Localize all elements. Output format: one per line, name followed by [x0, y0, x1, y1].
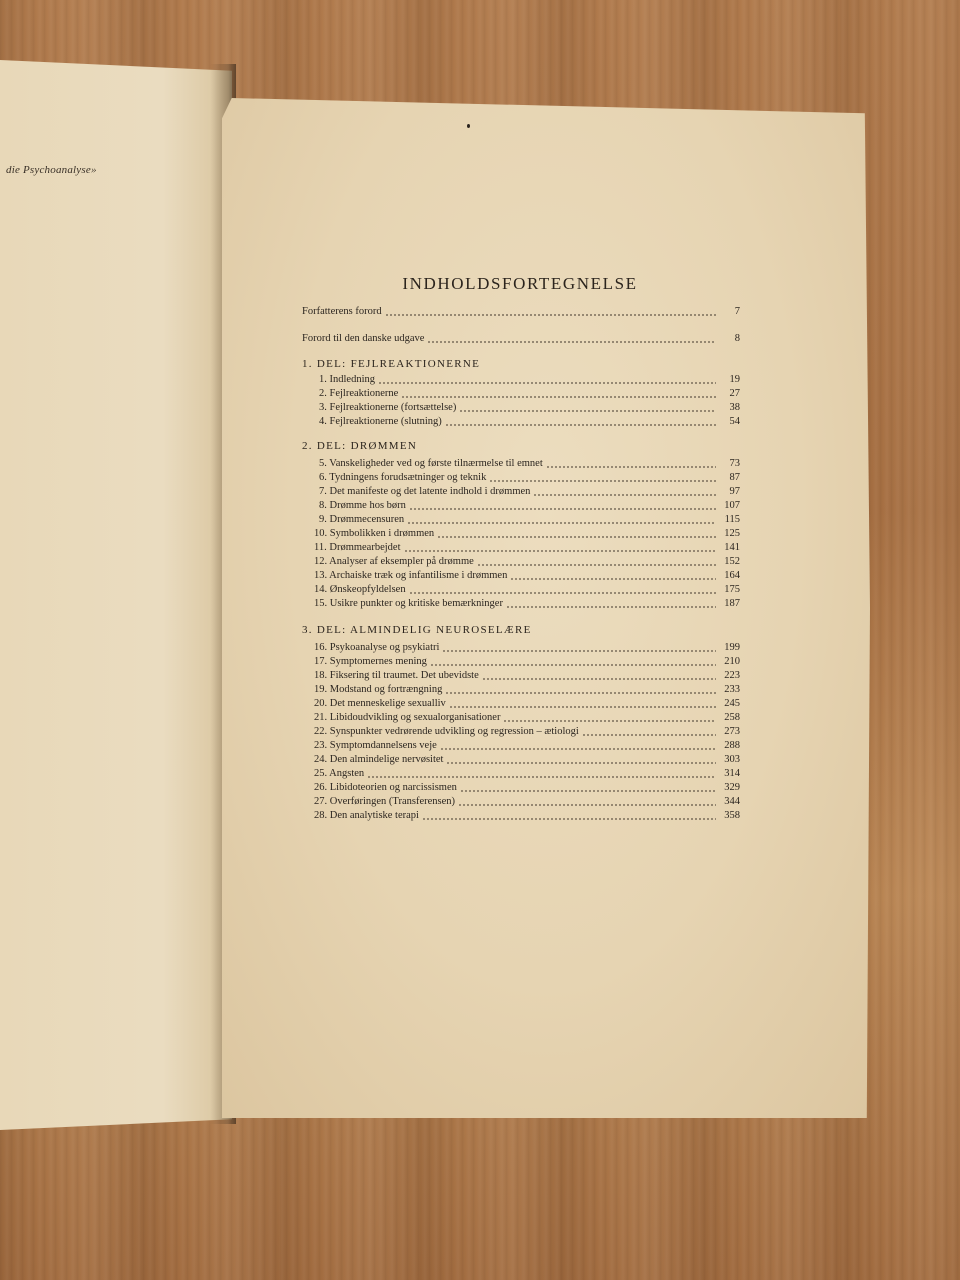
page-mark [467, 124, 470, 128]
dot-leader [440, 748, 716, 750]
toc-entry [302, 470, 740, 484]
toc-entry [302, 512, 740, 526]
left-page-running-head: die Psychoanalyse» [6, 164, 97, 176]
toc-title: INDHOLDSFORTEGNELSE [402, 274, 638, 293]
dot-leader [503, 720, 716, 722]
toc-entry [302, 372, 740, 386]
toc-entry-label: 21. Libidoudvikling og sexualorganisationer [314, 712, 501, 723]
toc-entry [302, 304, 740, 318]
dot-leader [409, 508, 716, 510]
toc-entry-page: 97 [729, 486, 740, 497]
dot-leader [482, 678, 716, 680]
toc-entry [302, 331, 740, 345]
toc-part-heading: 3. DEL: ALMINDELIG NEUROSELÆRE [302, 624, 532, 636]
toc-entry-page: 141 [724, 542, 740, 553]
toc-entry-label: 5. Vanskeligheder ved og første tilnærmelse til emnet [319, 458, 543, 469]
toc-entry-page: 258 [724, 712, 740, 723]
toc-entry [302, 554, 740, 568]
toc-entry-page: 245 [724, 698, 740, 709]
dot-leader [506, 606, 716, 608]
dot-leader [401, 396, 716, 398]
toc-entry [302, 766, 740, 780]
toc-entry [302, 738, 740, 752]
toc-entry-page: 223 [724, 670, 740, 681]
toc-entry-label: 3. Fejlreaktionerne (fortsættelse) [319, 402, 457, 413]
toc-entry-label: 6. Tydningens forudsætninger og teknik [319, 472, 487, 483]
toc-entry-page: 19 [729, 374, 740, 385]
toc-entry-page: 27 [729, 388, 740, 399]
toc-entry-label: Forord til den danske udgave [302, 333, 425, 344]
dot-leader [582, 734, 716, 736]
toc-entry-page: 164 [724, 570, 740, 581]
toc-entry-page: 54 [729, 416, 740, 427]
toc-entry [302, 540, 740, 554]
toc-entry-label: 22. Synspunkter vedrørende udvikling og regression – ætiologi [314, 726, 579, 737]
toc-entry-page: 273 [724, 726, 740, 737]
toc-entry-page: 210 [724, 656, 740, 667]
toc-entry [302, 582, 740, 596]
toc-entry [302, 710, 740, 724]
toc-entry-label: 25. Angsten [314, 768, 365, 779]
dot-leader [378, 382, 716, 384]
toc-entry-label: 24. Den almindelige nervøsitet [314, 754, 444, 765]
toc-entry [302, 808, 740, 822]
toc-entry [302, 400, 740, 414]
toc-entry-page: 73 [729, 458, 740, 469]
toc-part-heading: 1. DEL: FEJLREAKTIONERNE [302, 358, 481, 370]
toc-entry [302, 780, 740, 794]
dot-leader [409, 592, 716, 594]
toc-entry-page: 329 [724, 782, 740, 793]
dot-leader [430, 664, 716, 666]
toc-entry [302, 682, 740, 696]
toc-entry-label: 8. Drømme hos børn [319, 500, 406, 511]
toc-entry-label: 10. Symbolikken i drømmen [314, 528, 435, 539]
toc-entry-page: 115 [724, 514, 740, 525]
dot-leader [546, 466, 716, 468]
toc-entry-page: 107 [724, 500, 740, 511]
dot-leader [445, 424, 716, 426]
toc-entry-label: 4. Fejlreaktionerne (slutning) [319, 416, 442, 427]
toc-entry-page: 125 [724, 528, 740, 539]
toc-entry-label: 16. Psykoanalyse og psykiatri [314, 642, 440, 653]
toc-entry-label: 23. Symptomdannelsens veje [314, 740, 437, 751]
toc-entry-label: 28. Den analytiske terapi [314, 810, 419, 821]
dot-leader [367, 776, 716, 778]
toc-entry-page: 175 [724, 584, 740, 595]
toc-entry-page: 87 [729, 472, 740, 483]
toc-entry-label: 11. Drømmearbejdet [314, 542, 401, 553]
dot-leader [385, 314, 716, 316]
toc-part-heading: 2. DEL: DRØMMEN [302, 440, 418, 452]
toc-entry [302, 386, 740, 400]
toc-entry-page: 233 [724, 684, 740, 695]
dot-leader [437, 536, 716, 538]
toc-entry-label: 14. Ønskeopfyldelsen [314, 584, 406, 595]
dot-leader [460, 790, 716, 792]
toc-entry-label: 15. Usikre punkter og kritiske bemærkninger [314, 598, 503, 609]
dot-leader [427, 341, 716, 343]
dot-leader [404, 550, 717, 552]
toc-entry-label: 1. Indledning [319, 374, 375, 385]
dot-leader [533, 494, 716, 496]
toc-entry [302, 568, 740, 582]
toc-entry-label: 13. Archaiske træk og infantilisme i drømmen [314, 570, 508, 581]
toc-entry-label: 20. Det menneskelige sexualliv [314, 698, 446, 709]
toc-entry-label: 9. Drømmecensuren [319, 514, 405, 525]
toc-entry-label: Forfatterens forord [302, 306, 382, 317]
left-page [0, 60, 232, 1130]
dot-leader [489, 480, 716, 482]
toc-entry-page: 7 [734, 306, 740, 317]
toc-entry [302, 654, 740, 668]
toc-entry [302, 484, 740, 498]
toc-entry-label: 18. Fiksering til traumet. Det ubevidste [314, 670, 479, 681]
toc-entry [302, 752, 740, 766]
toc-entry-label: 17. Symptomernes mening [314, 656, 427, 667]
toc-entry [302, 456, 740, 470]
toc-entry-page: 303 [724, 754, 740, 765]
toc-entry-page: 187 [724, 598, 740, 609]
toc-entry [302, 596, 740, 610]
toc-entry [302, 526, 740, 540]
toc-entry-page: 314 [724, 768, 740, 779]
dot-leader [407, 522, 716, 524]
toc-entry-label: 19. Modstand og fortrængning [314, 684, 443, 695]
dot-leader [477, 564, 716, 566]
toc-entry-page: 344 [724, 796, 740, 807]
toc-entry [302, 724, 740, 738]
dot-leader [422, 818, 716, 820]
dot-leader [445, 692, 716, 694]
toc-entry-page: 288 [724, 740, 740, 751]
toc-entry-label: 27. Overføringen (Transferensen) [314, 796, 456, 807]
toc-entry-label: 7. Det manifeste og det latente indhold i drømmen [319, 486, 531, 497]
dot-leader [459, 410, 716, 412]
dot-leader [446, 762, 716, 764]
toc-entry [302, 794, 740, 808]
dot-leader [458, 804, 716, 806]
dot-leader [449, 706, 716, 708]
toc-entry [302, 668, 740, 682]
dot-leader [510, 578, 716, 580]
toc-entry-page: 358 [724, 810, 740, 821]
toc-entry [302, 696, 740, 710]
toc-entry-label: 12. Analyser af eksempler på drømme [314, 556, 474, 567]
toc-entry [302, 414, 740, 428]
toc-entry-page: 199 [724, 642, 740, 653]
dot-leader [442, 650, 716, 652]
toc-entry-page: 8 [734, 333, 740, 344]
toc-entry-page: 152 [724, 556, 740, 567]
toc-entry [302, 498, 740, 512]
toc-entry-label: 26. Libidoteorien og narcissismen [314, 782, 457, 793]
toc-entry-label: 2. Fejlreaktionerne [319, 388, 399, 399]
toc-entry [302, 640, 740, 654]
toc-entry-page: 38 [729, 402, 740, 413]
